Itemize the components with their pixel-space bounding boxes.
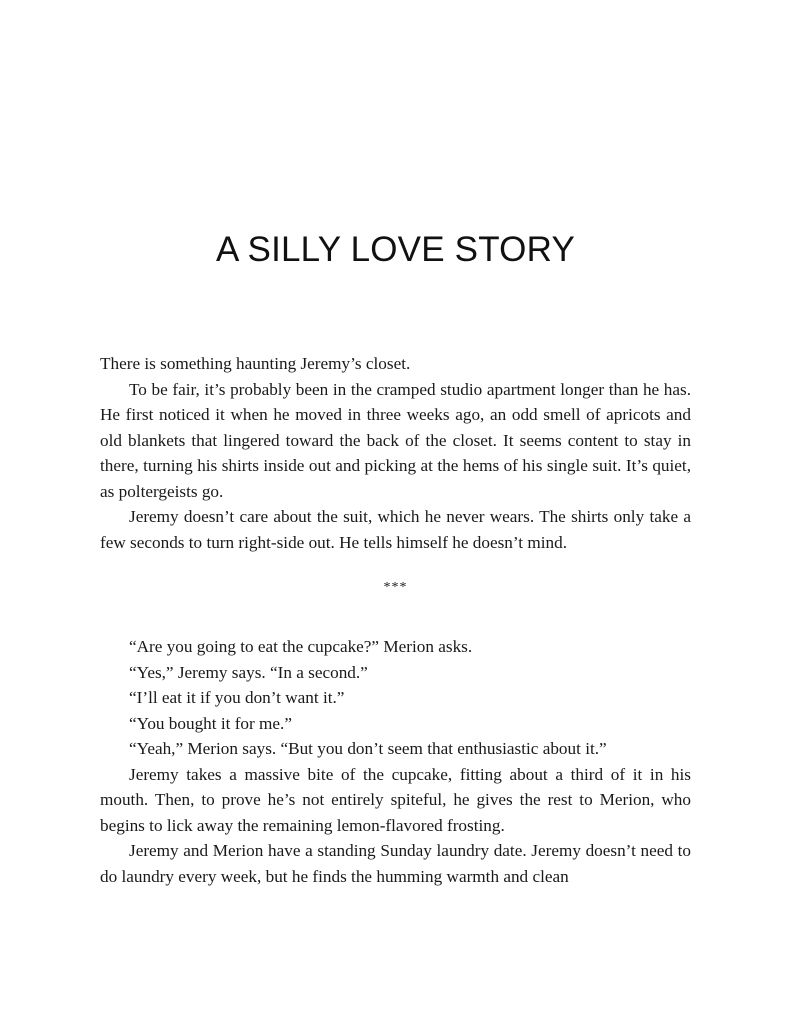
paragraph: Jeremy and Merion have a standing Sunday laundry date. Jeremy doesn’t need to do laundry every week, but he finds the humming warmth and clean: [100, 841, 691, 886]
paragraph: “I’ll eat it if you don’t want it.”: [129, 688, 345, 707]
paragraph: “Are you going to eat the cupcake?” Merion asks.: [129, 637, 473, 656]
paragraph: Jeremy doesn’t care about the suit, which he never wears. The shirts only take a few seconds to turn right-side out. He tells himself he doesn’t mind.: [100, 507, 691, 552]
paragraph: There is something haunting Jeremy’s closet.: [100, 354, 411, 373]
section-1-text: [100, 351, 691, 555]
section-2-text: [100, 634, 691, 889]
paragraph: “Yeah,” Merion says. “But you don’t seem that enthusiastic about it.”: [129, 739, 607, 758]
paragraph: To be fair, it’s probably been in the cramped studio apartment longer than he has. He first noticed it when he moved in three weeks ago, an odd smell of apricots and old blankets that lingered toward the back of the closet. It seems content to stay in there, turning his shirts inside out and picking at the hems of his single suit. It’s quiet, as poltergeists go.: [100, 379, 691, 501]
paragraph: “You bought it for me.”: [129, 713, 292, 733]
paragraph: “Yes,” Jeremy says. “In a second.”: [129, 662, 368, 682]
scene-break: ***: [383, 580, 408, 595]
chapter-title: A SILLY LOVE STORY: [216, 230, 575, 269]
paragraph: Jeremy takes a massive bite of the cupcake, fitting about a third of it in his mouth. Then, to prove he’s not entirely spiteful, he gives the rest to Merion, who begins to lick away the remaining lemon-flavored frosting.: [100, 764, 691, 835]
